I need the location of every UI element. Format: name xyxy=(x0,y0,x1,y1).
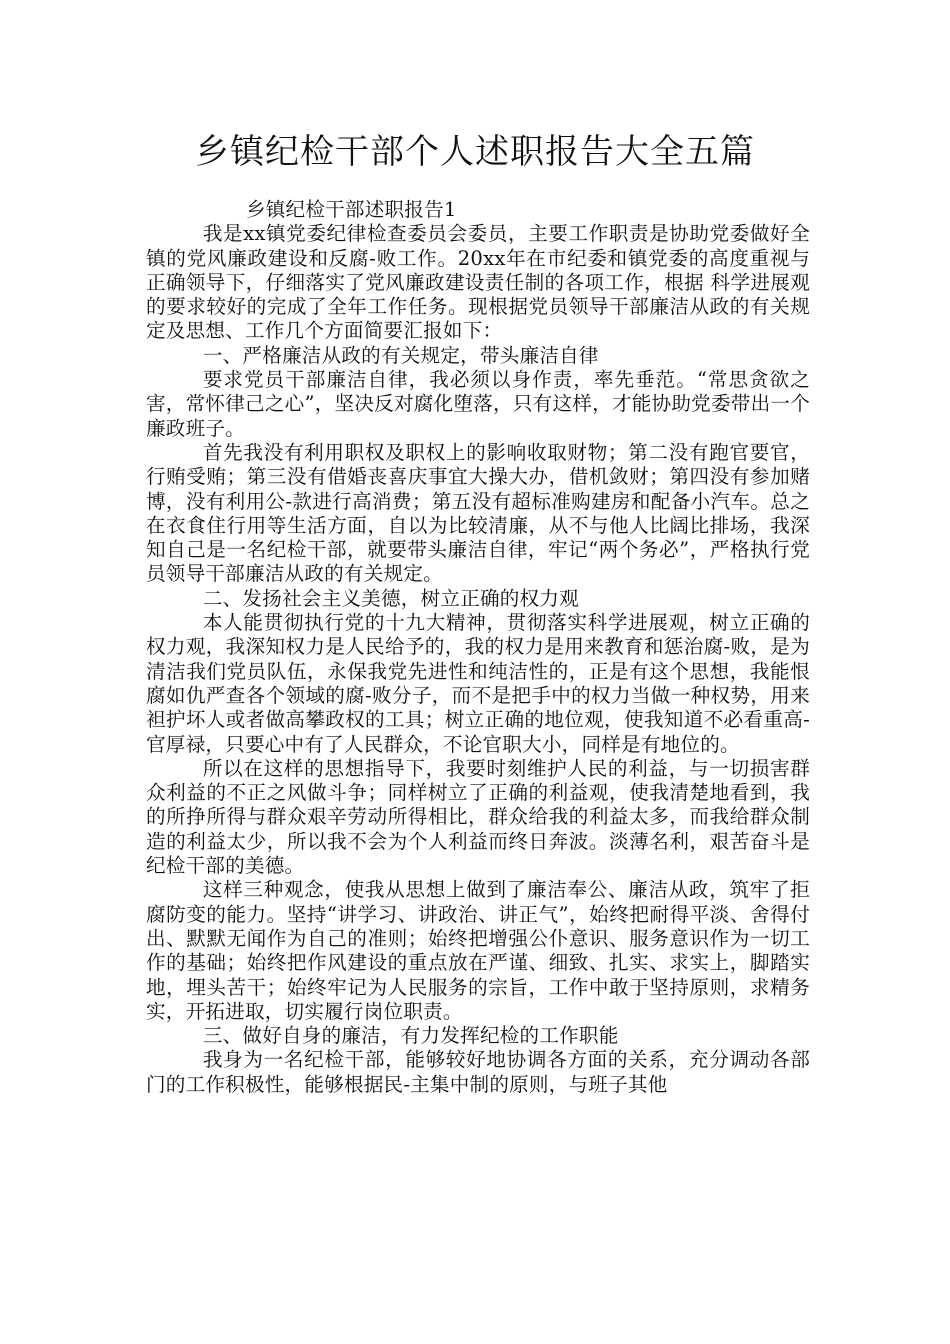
paragraph: 首先我没有利用职权及职权上的影响收取财物；第二没有跑官要官，行贿受贿；第三没有借婚丧喜庆事宜大操大办，借机敛财；第四没有参加赌博，没有利用公-款进行高消费；第五没有超标准购建房和配备小汽车。总之在衣食住行用等生活方面，自以为比较清廉，从不与他人比阔比排场，我深知自己是一名纪检干部，就要带头廉洁自律，牢记“两个务必”，严格执行党员领导干部廉洁从政的有关规定。 xyxy=(146,440,810,586)
document-title: 乡镇纪检干部个人述职报告大全五篇 xyxy=(195,132,755,172)
paragraph: 要求党员干部廉洁自律，我必须以身作责，率先垂范。“常思贪欲之害，常怀律己之心”，坚决反对腐化堕落，只有这样，才能协助党委带出一个廉政班子。 xyxy=(146,368,810,440)
paragraph: 我身为一名纪检干部，能够较好地协调各方面的关系，充分调动各部门的工作积极性，能够根据民-主集中制的原则，与班子其他 xyxy=(146,1048,810,1096)
paragraph: 所以在这样的思想指导下，我要时刻维护人民的利益，与一切损害群众利益的不正之风做斗争；同样树立了正确的利益观，使我清楚地看到，我的所挣所得与群众艰辛劳动所得相比，群众给我的利益太多，而我给群众制造的利益太少，所以我不会为个人利益而终日奔波。淡薄名利，艰苦奋斗是纪检干部的美德。 xyxy=(146,756,810,878)
section-subtitle: 乡镇纪检干部述职报告1 xyxy=(245,198,457,221)
paragraph-intro: 我是xx镇党委纪律检查委员会委员，主要工作职责是协助党委做好全镇的党风廉政建设和反腐-败工作。20xx年在市纪委和镇党委的高度重视与正确领导下，仔细落实了党风廉政建设责任制的各项工作，根据 科学进展观的要求较好的完成了全年工作任务。现根据党员领导干部廉洁从政的有关规定及思想、工作几个方面简要汇报如下： xyxy=(146,222,810,343)
section-heading-1: 一、严格廉洁从政的有关规定，带头廉洁自律 xyxy=(202,343,599,367)
section-heading-2: 二、发扬社会主义美德，树立正确的权力观 xyxy=(202,586,579,610)
paragraph: 本人能贯彻执行党的十九大精神，贯彻落实科学进展观，树立正确的权力观，我深知权力是人民给予的，我的权力是用来教育和惩治腐-败，是为清洁我们党员队伍，永保我党先进性和纯洁性的，正是有这个思想，我能恨腐如仇严查各个领域的腐-败分子，而不是把手中的权力当做一种权势，用来袒护坏人或者做高攀政权的工具；树立正确的地位观，使我知道不必看重高-官厚禄，只要心中有了人民群众，不论官职大小，同样是有地位的。 xyxy=(146,611,810,756)
paragraph: 这样三种观念，使我从思想上做到了廉洁奉公、廉洁从政，筑牢了拒腐防变的能力。坚持“讲学习、讲政治、讲正气”，始终把耐得平淡、舍得付出、默默无闻作为自己的准则；始终把增强公仆意识、服务意识作为一切工作的基础；始终把作风建设的重点放在严谨、细致、扎实、求实上，脚踏实地，埋头苦干；始终牢记为人民服务的宗旨，工作中敢于坚持原则，求精务实，开拓进取，切实履行岗位职责。 xyxy=(146,878,810,1023)
section-heading-3: 三、做好自身的廉洁，有力发挥纪检的工作职能 xyxy=(202,1024,619,1048)
document-body xyxy=(146,198,810,1097)
